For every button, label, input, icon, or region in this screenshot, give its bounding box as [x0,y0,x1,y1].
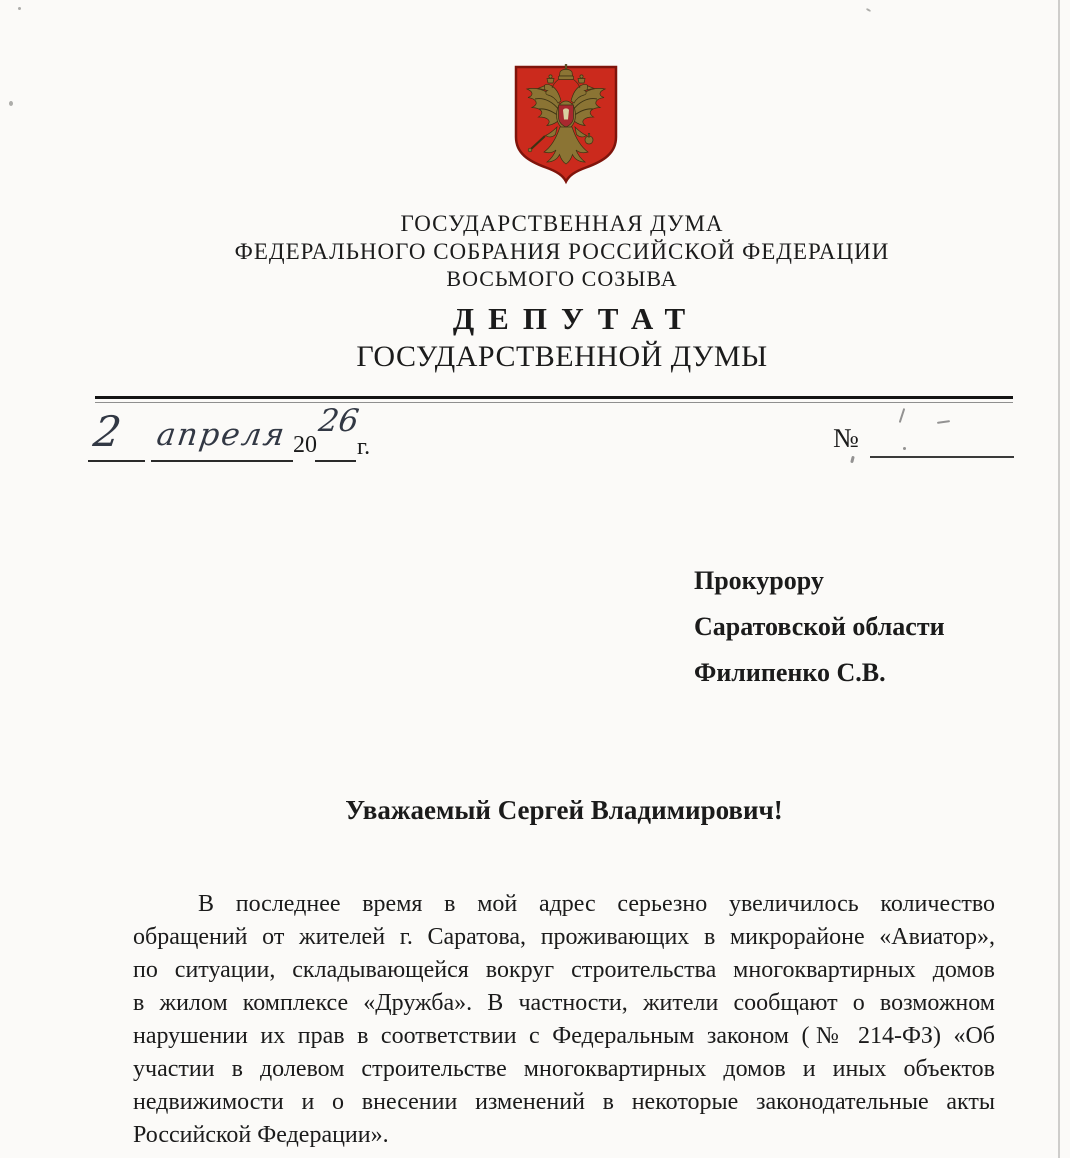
russia-coat-of-arms-icon [509,63,623,189]
paper-speck [9,101,13,106]
salutation: Уважаемый Сергей Владимирович! [345,795,783,825]
handwritten-year: 26 [316,403,362,439]
org-name-line-3: ВОСЬМОГО СОЗЫВА [446,266,678,291]
day-underline [88,460,145,462]
recipient-line-position: Прокурору [694,566,824,595]
faint-pen-mark [903,447,906,450]
recipient-line-region: Саратовской области [694,612,945,641]
faint-pen-mark [850,456,855,464]
deputy-title-line-1: ДЕПУТАТ [452,301,700,336]
handwritten-day: 2 [90,407,125,456]
body-line: участии в долевом строительстве многоквартирных домов и иных объектов [133,1056,995,1082]
org-name-line-2: ФЕДЕРАЛЬНОГО СОБРАНИЯ РОССИЙСКОЙ ФЕДЕРАЦИИ [234,239,890,264]
letterhead-divider-thick [95,396,1013,399]
body-line: В последнее время в мой адрес серьезно увеличилось количество [198,891,995,917]
faint-pen-mark [899,408,906,423]
scan-edge-line [1058,0,1060,1158]
handwritten-month: апреля [154,417,289,453]
body-line: обращений от жителей г. Саратова, проживающих в микрорайоне «Авиатор», [133,924,995,950]
body-paragraph [133,888,995,1152]
body-line: по ситуации, складывающейся вокруг строительства многоквартирных домов [133,957,995,983]
paper-speck [18,7,21,10]
recipient-block [694,558,945,696]
body-line: в жилом комплексе «Дружба». В частности, жители сообщают о возможном [133,990,995,1016]
recipient-line-name: Филипенко С.В. [694,658,886,687]
year-underline [315,460,356,462]
letterhead-divider-thin [95,402,1013,403]
month-underline [151,460,293,462]
number-sign-label: № [833,423,859,453]
org-name-line-1: ГОСУДАРСТВЕННАЯ ДУМА [400,211,724,236]
faint-pen-mark [937,420,950,424]
body-line: Российской Федерации». [133,1122,389,1148]
deputy-title-line-2: ГОСУДАРСТВЕННОЙ ДУМЫ [356,340,768,373]
body-line: недвижимости и о внесении изменений в некоторые законодательные акты [133,1089,995,1115]
printed-year-prefix: 20 [293,432,317,458]
body-line: нарушении их прав в соответствии с Федеральным законом (№ 214-ФЗ) «Об [133,1023,995,1049]
year-suffix-label: г. [357,434,371,460]
paper-speck [866,8,871,12]
number-underline [870,456,1014,458]
